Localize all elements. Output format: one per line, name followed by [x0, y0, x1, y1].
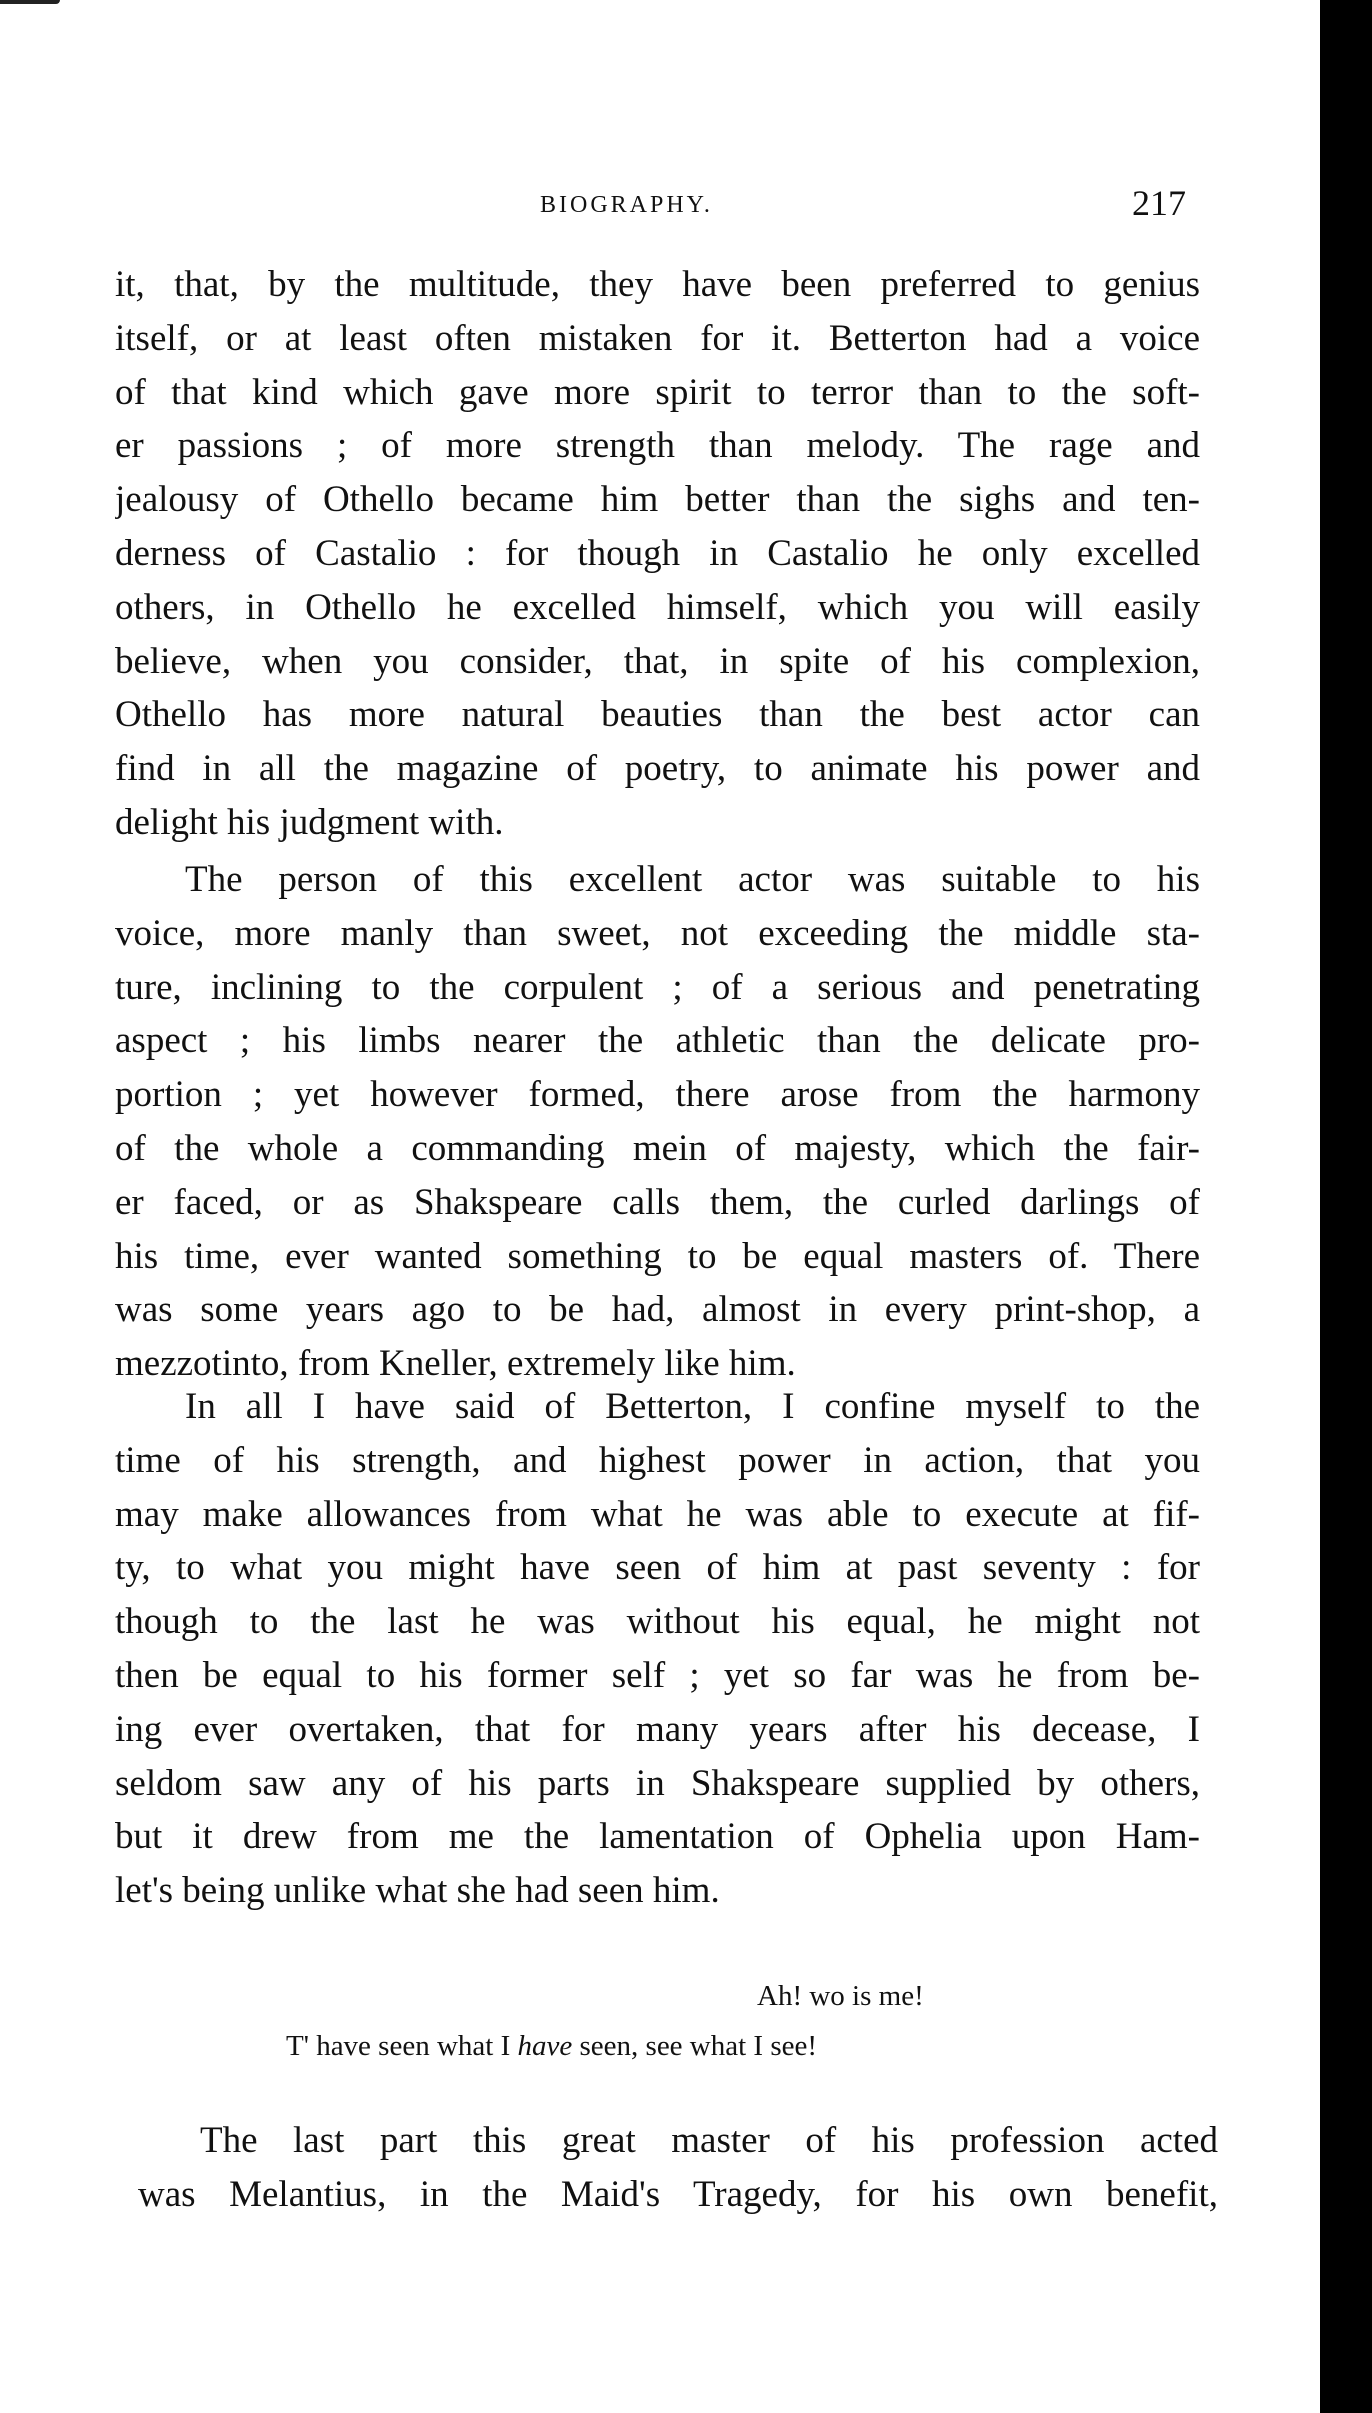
text-line: it, that, by the multitude, they have been preferred to genius — [115, 264, 1200, 305]
quote-emphasis: have — [517, 2030, 573, 2062]
text-line: delight his judgment with. — [115, 801, 504, 843]
text-line: let's being unlike what she had seen him. — [115, 1870, 720, 1912]
text-line: then be equal to his former self ; yet so far was he from be- — [115, 1654, 1200, 1696]
text-line: seldom saw any of his parts in Shakspeare supplied by others, — [115, 1762, 1200, 1804]
text-line: of the whole a commanding mein of majesty, which the fair- — [115, 1127, 1200, 1169]
text-line: jealousy of Othello became him better than the sighs and ten- — [115, 479, 1200, 521]
text-line: may make allowances from what he was able to execute at fif- — [115, 1493, 1200, 1535]
paragraph-3 — [115, 1380, 1200, 1918]
text-line: find in all the magazine of poetry, to animate his power and — [115, 748, 1200, 790]
quote-text: seen, see what I see! — [572, 2030, 818, 2062]
text-line: mezzotinto, from Kneller, extremely like him. — [115, 1343, 796, 1385]
text-line: was Melantius, in the Maid's Tragedy, for his own benefit, — [138, 2173, 1218, 2215]
text-line: itself, or at least often mistaken for it. Betterton had a voice — [115, 317, 1200, 359]
text-line: portion ; yet however formed, there arose from the harmony — [115, 1074, 1200, 1116]
text-line: voice, more manly than sweet, not exceeding the middle sta- — [115, 912, 1200, 954]
text-line: er faced, or as Shakspeare calls them, the curled darlings of — [115, 1181, 1200, 1223]
running-title: BIOGRAPHY. — [540, 192, 713, 218]
text-line: er passions ; of more strength than melody. The rage and — [115, 425, 1200, 467]
page-header — [0, 182, 1372, 232]
text-line: time of his strength, and highest power in action, that you — [115, 1439, 1200, 1481]
text-line: believe, when you consider, that, in spite of his complexion, — [115, 640, 1200, 682]
scan-edge — [1320, 0, 1372, 2413]
text-line: ty, to what you might have seen of him at past seventy : for — [115, 1547, 1200, 1589]
text-line: The person of this excellent actor was suitable to his — [185, 859, 1200, 900]
quote-line-2 — [286, 2021, 817, 2071]
text-line: ing ever overtaken, that for many years after his decease, I — [115, 1708, 1200, 1750]
paragraph-2 — [115, 853, 1200, 1391]
page-number: 217 — [1132, 183, 1186, 223]
quote-text: T' have seen what I — [286, 2030, 518, 2062]
page-corner-shadow — [0, 0, 60, 4]
text-line: The last part this great master of his profession acted — [200, 2120, 1218, 2161]
text-line: his time, ever wanted something to be equal masters of. There — [115, 1235, 1200, 1277]
text-line: though to the last he was without his equal, he might not — [115, 1601, 1200, 1643]
text-line: others, in Othello he excelled himself, which you will easily — [115, 586, 1200, 628]
text-line: aspect ; his limbs nearer the athletic than the delicate pro- — [115, 1020, 1200, 1062]
text-line: of that kind which gave more spirit to terror than to the soft- — [115, 371, 1200, 413]
text-line: was some years ago to be had, almost in every print-shop, a — [115, 1289, 1200, 1331]
paragraph-4 — [138, 2114, 1218, 2222]
quote-line-1: Ah! wo is me! — [757, 1980, 924, 2012]
text-line: Othello has more natural beauties than the best actor can — [115, 694, 1200, 736]
text-line: derness of Castalio : for though in Castalio he only excelled — [115, 532, 1200, 574]
text-line: ture, inclining to the corpulent ; of a serious and penetrating — [115, 966, 1200, 1008]
text-line: In all I have said of Betterton, I confine myself to the — [185, 1386, 1200, 1427]
text-line: but it drew from me the lamentation of Ophelia upon Ham- — [115, 1816, 1200, 1858]
paragraph-1 — [115, 258, 1200, 850]
